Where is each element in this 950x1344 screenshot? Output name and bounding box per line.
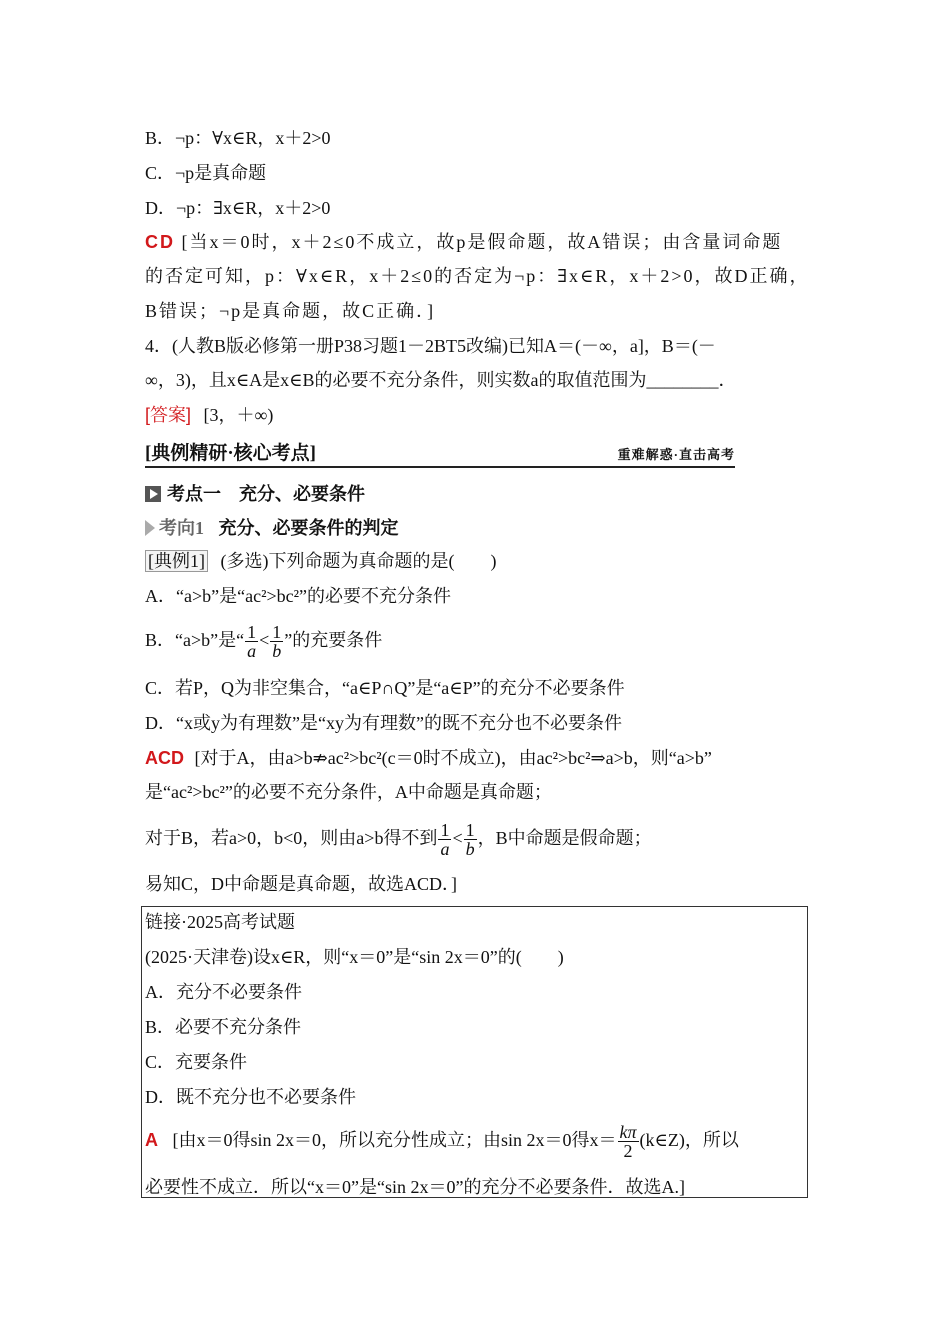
option-d-line: D．¬p：∃x∈R，x＋2>0 <box>145 198 331 218</box>
numerator: 1 <box>272 622 282 643</box>
example-answer-line4: 易知C，D中命题是真命题，故选ACD．] <box>145 874 458 894</box>
answer3-text1: [当x＝0时，x＋2≤0不成立，故p是假命题，故A错误；由含量词命题 <box>181 232 783 252</box>
link-answer-suffix: (k∈Z)，所以 <box>639 1130 739 1150</box>
option-c-line: C．¬p是真命题 <box>145 163 267 183</box>
play-triangle-icon <box>145 486 161 502</box>
kaodian-text: 考点一 充分、必要条件 <box>167 484 365 504</box>
less-than: < <box>259 630 270 650</box>
fraction-1-over-b <box>464 821 477 858</box>
link-box-option-c: C．充要条件 <box>145 1052 248 1072</box>
link-box-option-d: D．既不充分也不必要条件 <box>145 1087 356 1107</box>
kaoxiang-text: 充分、必要条件的判定 <box>218 518 399 538</box>
denominator: b <box>465 839 475 860</box>
answer-value: [3，＋∞) <box>203 405 274 425</box>
example-tag: [典例1] <box>145 550 208 572</box>
fraction-1-over-a <box>245 623 258 660</box>
link-box-answer-label: A <box>145 1130 158 1150</box>
numerator: 1 <box>247 622 257 643</box>
arrow-icon <box>145 520 155 536</box>
denominator: a <box>440 839 450 860</box>
option-b-line: B．¬p：∀x∈R，x＋2>0 <box>145 128 331 148</box>
fraction-1-over-a <box>438 821 451 858</box>
example-answer-line3 <box>145 818 652 858</box>
example-option-d: D．“x或y为有理数”是“xy为有理数”的既不充分也不必要条件 <box>145 713 622 733</box>
link-box-answer-line1 <box>145 1120 739 1160</box>
fraction-1-over-b <box>270 623 283 660</box>
answer3-line3: B错误；¬p是真命题，故C正确．] <box>145 301 436 321</box>
example-question <box>145 549 496 573</box>
link-box-option-b: B．必要不充分条件 <box>145 1017 302 1037</box>
example-question-text: (多选)下列命题为真命题的是( ) <box>220 551 497 571</box>
kaoxiang-heading <box>145 516 399 540</box>
example-option-a: A．“a>b”是“ac²>bc²”的必要不充分条件 <box>145 586 452 606</box>
example-answer-text1: [对于A，由a>b⇏ac²>bc²(c＝0时不成立)，由ac²>bc²⇒a>b，则“a>b” <box>194 748 712 768</box>
option-b-suffix: ”的充要条件 <box>284 630 383 650</box>
example-option-b <box>145 620 382 660</box>
numerator: kπ <box>619 1122 637 1143</box>
answer-line3-suffix: ，B中命题是假命题； <box>477 828 652 848</box>
numerator: 1 <box>440 820 450 841</box>
section-header <box>145 438 735 468</box>
answer3-line2: 的否定可知，p：∀x∈R，x＋2≤0的否定为¬p：∃x∈R，x＋2>0，故D正确， <box>145 266 810 286</box>
example-option-c: C．若P，Q为非空集合，“a∈P∩Q”是“a∈P”的充分不必要条件 <box>145 678 625 698</box>
link-box-answer-line2: 必要性不成立．所以“x＝0”是“sin 2x＝0”的充分不必要条件．故选A.] <box>145 1177 685 1197</box>
option-b-prefix: B．“a>b”是“ <box>145 630 245 650</box>
answer3-line1 <box>145 230 782 254</box>
answer-line3-prefix: 对于B，若a>0，b<0，则由a>b得不到 <box>145 828 438 848</box>
link-box-title: 链接·2025高考试题 <box>145 912 295 932</box>
example-answer-line2: 是“ac²>bc²”的必要不充分条件，A中命题是真命题； <box>145 782 552 802</box>
link-box-question: (2025·天津卷)设x∈R，则“x＝0”是“sin 2x＝0”的( ) <box>145 947 564 967</box>
denominator: 2 <box>623 1141 633 1162</box>
example-answer-label: ACD <box>145 748 184 768</box>
answer3-label: CD <box>145 232 175 252</box>
denominator: b <box>272 641 282 662</box>
kaodian-heading <box>145 482 365 506</box>
fraction-kpi-over-2 <box>618 1123 639 1160</box>
example-answer-line1 <box>145 746 712 770</box>
link-answer-prefix: [由x＝0得sin 2x＝0，所以充分性成立；由sin 2x＝0得x＝ <box>172 1130 617 1150</box>
less-than: < <box>452 828 463 848</box>
kaoxiang-label: 考向1 <box>159 518 204 538</box>
answer-tag: [答案] <box>145 405 192 425</box>
question4-answer <box>145 403 273 427</box>
denominator: a <box>247 641 257 662</box>
question4-line1: 4．(人教B版必修第一册P38习题1－2BT5改编)已知A＝(－∞，a]，B＝(－ <box>145 336 716 356</box>
numerator: 1 <box>465 820 475 841</box>
question4-line2: ∞，3)，且x∈A是x∈B的必要不充分条件，则实数a的取值范围为________． <box>145 370 737 390</box>
section-title: [典例精研·核心考点] <box>145 443 316 464</box>
link-box-option-a: A．充分不必要条件 <box>145 982 302 1002</box>
section-subtitle: 重难解惑·直击高考 <box>617 447 735 462</box>
